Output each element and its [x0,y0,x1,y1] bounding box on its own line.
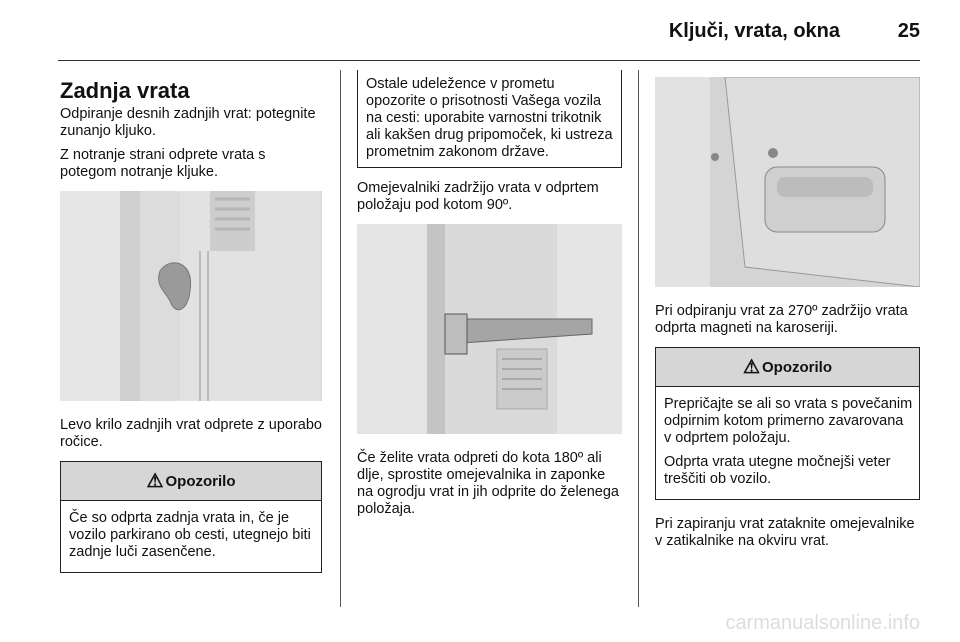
warning-body [656,387,919,499]
warning-icon: ⚠ [742,356,761,378]
paragraph: Pri odpiranju vrat za 270º zadržijo vrata odprta magneti na karoseriji. [655,303,908,336]
section-heading: Zadnja vrata [60,78,190,103]
header-rule [58,60,920,61]
warning-text: Ostale udeležence v prometu opozorite o prisotnosti Vašega vozila na cesti: uporabite varnostni trikotnik ali kakšen drug pripomoček, ki ustreza prometnim zakonom države. [366,76,613,160]
paragraph: Odpiranje desnih zadnjih vrat: potegnite zunanjo kljuko. [60,106,316,139]
warning-icon: ⚠ [146,470,164,492]
page-number: 25 [897,20,920,42]
column-divider [340,70,341,607]
warning-title: Opozorilo [762,358,833,376]
continued-warning-box [357,70,622,168]
warning-text: Če so odprta zadnja vrata in, če je vozilo parkirano ob cesti, utegnejo biti zadnje luči zasenčene. [69,510,311,560]
warning-text: Prepričajte se ali so vrata s povečanim odpirnim kotom primerno zavarovana v odprtem položaju. [664,396,913,446]
column-1 [60,70,322,573]
door-handle-photo [60,191,322,401]
paragraph: Levo krilo zadnjih vrat odprete z uporabo ročice. [60,417,322,450]
door-stop-illustration [357,224,622,434]
warning-header [61,461,321,501]
watermark: carmanualsonline.info [725,612,920,634]
warning-box [655,347,920,500]
door-stop-photo [357,224,622,434]
door-magnet-illustration [655,77,920,287]
paragraph: Če želite vrata odpreti do kota 180º ali dlje, sprostite omejevalnika in zaponke na ogrodju vrat in jih odprite do želenega položaja. [357,450,619,517]
paragraph: Z notranje strani odprete vrata s potegom notranje kljuke. [60,147,266,180]
column-divider [638,70,639,607]
warning-title: Opozorilo [165,472,236,490]
column-3 [655,70,920,557]
section-title: Ključi, vrata, okna [668,20,840,42]
page-header [0,0,960,60]
paragraph: Omejevalniki zadržijo vrata v odprtem položaju pod kotom 90º. [357,180,599,213]
door-magnet-photo [655,77,920,287]
warning-body [61,501,321,572]
column-2 [357,70,622,525]
warning-text: Odprta vrata utegne močnejši veter treščiti ob vozilo. [664,454,891,487]
door-handle-illustration [60,191,322,401]
warning-header [656,347,919,387]
warning-box [60,461,322,573]
paragraph: Pri zapiranju vrat zataknite omejevalnike v zatikalnike na okviru vrat. [655,516,915,549]
